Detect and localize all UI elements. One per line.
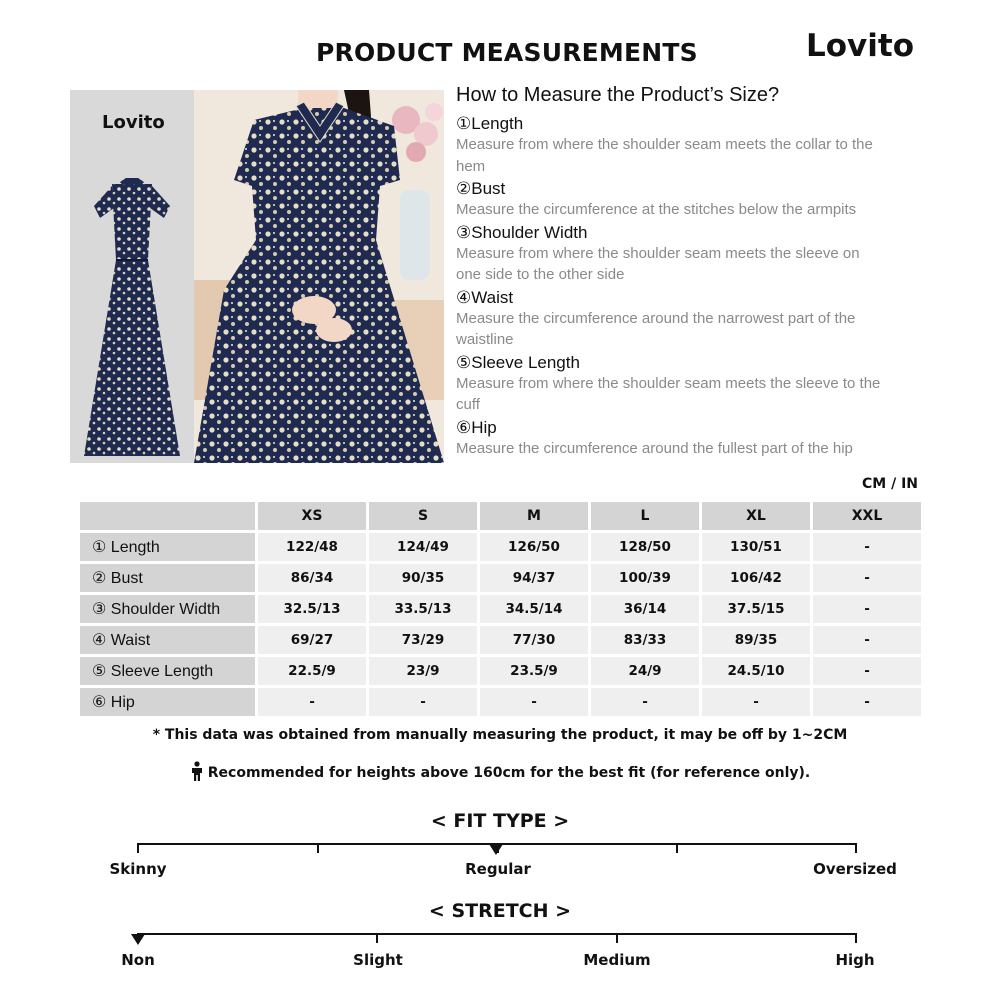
dress-flat-illustration [76, 176, 188, 468]
image-brand-logo: Lovito [102, 112, 165, 133]
product-flat-image [70, 90, 194, 463]
measure-item-hip [456, 417, 886, 460]
table-cell: 86/34 [258, 564, 366, 592]
measure-desc: Measure the circumference at the stitches below the armpits [456, 201, 857, 218]
stretch-label-medium: Medium [583, 951, 651, 969]
table-cell: 100/39 [591, 564, 699, 592]
table-cell: 124/49 [369, 533, 477, 561]
table-cell: - [813, 657, 921, 685]
size-header: XS [258, 502, 366, 530]
measure-desc: Measure from where the shoulder seam meets the collar to the hem [456, 136, 873, 175]
size-header: L [591, 502, 699, 530]
table-corner-cell [80, 502, 255, 530]
table-cell: - [702, 688, 810, 716]
table-cell: 32.5/13 [258, 595, 366, 623]
size-header: XL [702, 502, 810, 530]
table-cell: 73/29 [369, 626, 477, 654]
table-cell: 23/9 [369, 657, 477, 685]
table-cell: 130/51 [702, 533, 810, 561]
table-cell: 37.5/15 [702, 595, 810, 623]
table-cell: 24/9 [591, 657, 699, 685]
height-note [0, 761, 1000, 781]
size-header: M [480, 502, 588, 530]
table-cell: 36/14 [591, 595, 699, 623]
table-row [80, 533, 921, 561]
unit-label: CM / IN [862, 476, 918, 492]
product-model-photo [194, 90, 444, 463]
row-label: ⑤ Sleeve Length [80, 657, 255, 685]
measure-desc: Measure the circumference around the narrowest part of the waistline [456, 309, 856, 348]
table-cell: 122/48 [258, 533, 366, 561]
fit-label-skinny: Skinny [109, 860, 167, 878]
row-label: ⑥ Hip [80, 688, 255, 716]
fit-type-tick [855, 843, 857, 853]
stretch-tick [376, 933, 378, 943]
table-cell: 77/30 [480, 626, 588, 654]
row-label: ③ Shoulder Width [80, 595, 255, 623]
stretch-tick [616, 933, 618, 943]
measure-item-length [456, 113, 886, 177]
measure-desc: Measure the circumference around the fullest part of the hip [456, 439, 853, 457]
stretch-marker-icon [131, 934, 145, 945]
table-cell: - [813, 626, 921, 654]
stretch-label-non: Non [121, 951, 155, 969]
table-row [80, 564, 921, 592]
fit-label-oversized: Oversized [813, 860, 897, 878]
table-row [80, 595, 921, 623]
size-table [77, 499, 924, 719]
table-cell: 23.5/9 [480, 657, 588, 685]
measure-item-shoulder-width [456, 222, 886, 286]
size-header: S [369, 502, 477, 530]
measure-name: ③Shoulder Width [456, 222, 588, 242]
fit-type-tick [137, 843, 139, 853]
row-label: ④ Waist [80, 626, 255, 654]
measure-desc: Measure from where the shoulder seam meets the sleeve to the cuff [456, 374, 881, 413]
measure-name: ①Length [456, 114, 524, 133]
measure-item-bust [456, 178, 886, 221]
table-cell: - [813, 564, 921, 592]
height-note-text: Recommended for heights above 160cm for the best fit (for reference only). [207, 765, 811, 781]
table-cell: 128/50 [591, 533, 699, 561]
table-header-row [80, 502, 921, 530]
measure-item-sleeve-length [456, 352, 886, 416]
fit-type-tick [317, 843, 319, 853]
table-cell: 89/35 [702, 626, 810, 654]
accuracy-note: * This data was obtained from manually measuring the product, it may be off by 1~2CM [152, 727, 848, 743]
table-cell: 83/33 [591, 626, 699, 654]
table-cell: - [591, 688, 699, 716]
table-row [80, 688, 921, 716]
fit-label-regular: Regular [465, 860, 531, 878]
stretch-label-high: High [835, 951, 875, 969]
fit-type-title: < FIT TYPE > [430, 810, 570, 832]
person-icon [190, 761, 204, 781]
table-row [80, 657, 921, 685]
page-title: PRODUCT MEASUREMENTS [316, 38, 698, 67]
table-cell: 33.5/13 [369, 595, 477, 623]
table-cell: - [813, 595, 921, 623]
row-label: ① Length [80, 533, 255, 561]
measure-heading: How to Measure the Product’s Size? [456, 84, 780, 106]
table-cell: 126/50 [480, 533, 588, 561]
table-cell: 22.5/9 [258, 657, 366, 685]
table-cell: 94/37 [480, 564, 588, 592]
measure-name: ④Waist [456, 287, 514, 307]
measure-guide [456, 84, 886, 460]
measure-name: ⑤Sleeve Length [456, 352, 580, 372]
measure-name: ②Bust [456, 179, 506, 198]
fit-type-tick [676, 843, 678, 853]
table-cell: 90/35 [369, 564, 477, 592]
table-cell: 69/27 [258, 626, 366, 654]
table-cell: - [480, 688, 588, 716]
row-label: ② Bust [80, 564, 255, 592]
table-row [80, 626, 921, 654]
table-cell: 106/42 [702, 564, 810, 592]
measure-desc: Measure from where the shoulder seam meets the sleeve on one side to the other side [456, 244, 860, 283]
stretch-label-slight: Slight [353, 951, 403, 969]
table-cell: - [369, 688, 477, 716]
table-cell: 24.5/10 [702, 657, 810, 685]
stretch-scale-line [137, 933, 857, 935]
stretch-title: < STRETCH > [428, 900, 572, 922]
table-cell: 34.5/14 [480, 595, 588, 623]
fit-type-marker-icon [489, 844, 503, 855]
size-header: XXL [813, 502, 921, 530]
measure-item-waist [456, 287, 886, 351]
table-cell: - [813, 533, 921, 561]
table-cell: - [813, 688, 921, 716]
measure-name: ⑥Hip [456, 417, 497, 437]
brand-logo: Lovito [806, 28, 915, 64]
stretch-tick [855, 933, 857, 943]
table-cell: - [258, 688, 366, 716]
